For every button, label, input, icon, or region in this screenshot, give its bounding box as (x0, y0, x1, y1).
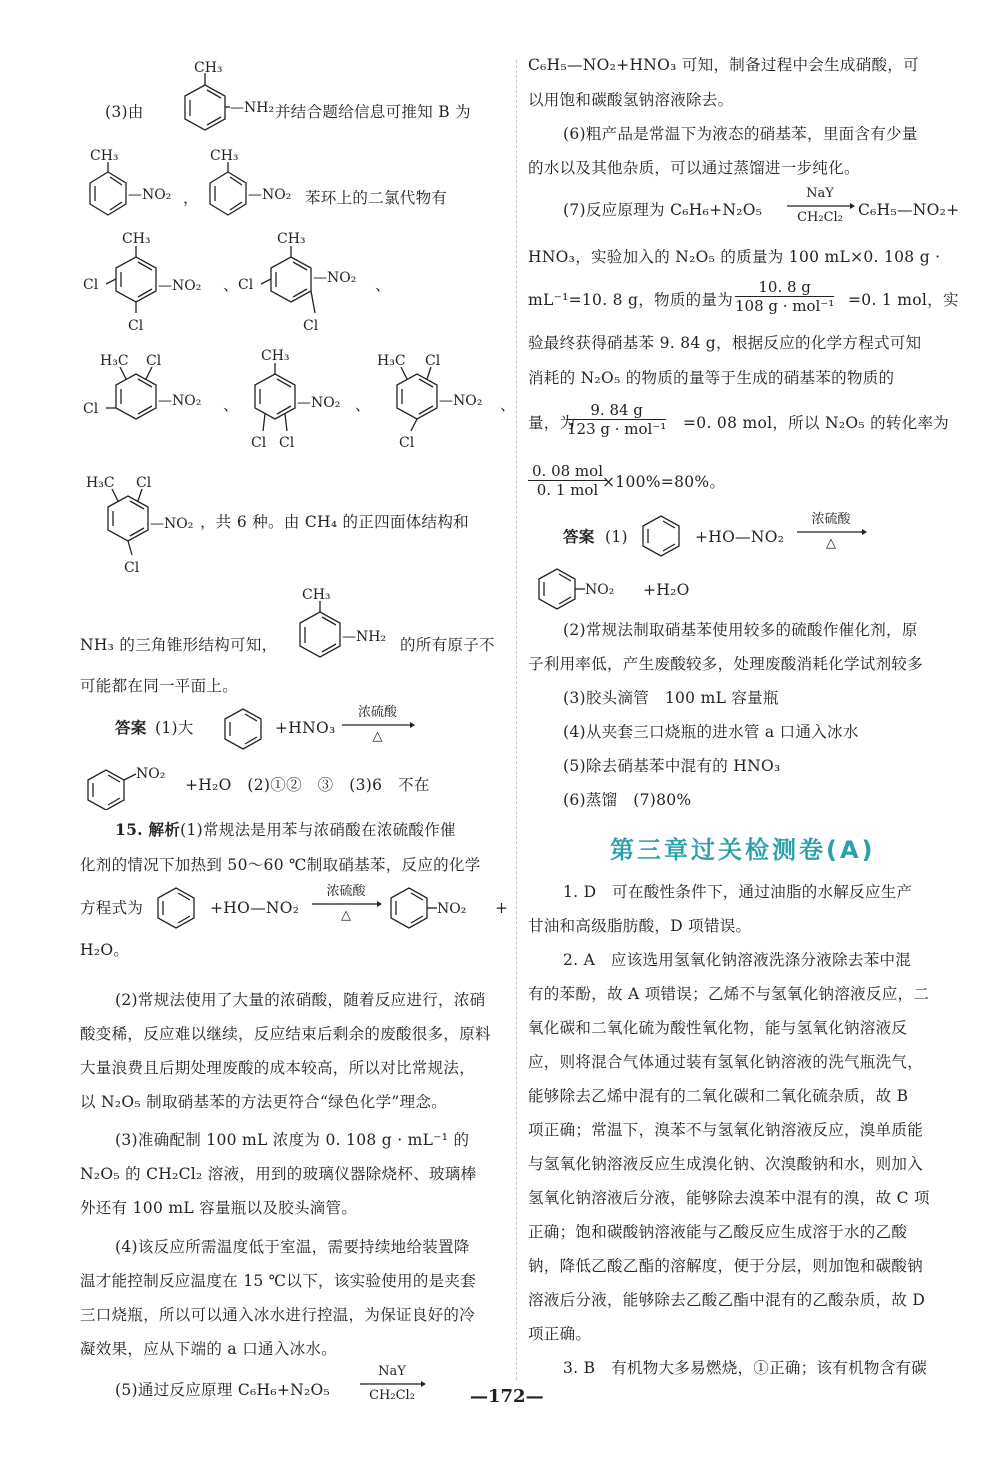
svg-text:CH₃: CH₃ (90, 148, 119, 164)
text-line: ，共 6 种。由 CH₄ 的正四面体结构和 (200, 513, 469, 531)
svg-text:NO₂: NO₂ (585, 582, 615, 598)
benzene-icon (635, 512, 690, 560)
svg-text:CH₃: CH₃ (210, 148, 239, 164)
svg-text:Cl: Cl (425, 353, 441, 369)
answer-label: 答案 (115, 718, 147, 737)
fraction: 0. 08 mol 0. 1 mol (528, 462, 607, 499)
nitrobenzene-structure (533, 563, 648, 613)
ch3-label: CH₃ (194, 60, 223, 76)
reaction-arrow: 浓硫酸 △ (795, 512, 867, 552)
svg-text:NO₂: NO₂ (437, 901, 467, 917)
reaction-arrow: NaY CH₂Cl₂ (358, 1364, 426, 1404)
text-line: 苯环上的二氯代物有 (305, 189, 448, 207)
svg-text:H₃C: H₃C (86, 475, 115, 491)
svg-text:Cl: Cl (136, 475, 152, 491)
svg-text:H₃C: H₃C (100, 353, 129, 369)
dichloro-isomer-2 (235, 228, 385, 338)
svg-text:Cl: Cl (124, 560, 140, 576)
svg-text:Cl: Cl (251, 435, 267, 451)
svg-text:—NO₂: —NO₂ (158, 393, 202, 409)
svg-text:—NO₂: —NO₂ (150, 516, 194, 532)
svg-text:Cl: Cl (399, 435, 415, 451)
svg-text:Cl: Cl (279, 435, 295, 451)
svg-text:NO₂: NO₂ (136, 766, 166, 782)
svg-text:Cl: Cl (128, 318, 144, 334)
svg-text:—NH₂: —NH₂ (342, 629, 387, 645)
dichloro-isomer-4 (235, 345, 375, 455)
question-number: 15. 解析 (115, 820, 181, 839)
svg-text:CH₃: CH₃ (261, 348, 290, 364)
text-line: 的所有原子不 (400, 636, 495, 654)
text-line: 并结合题给信息可推知 B 为 (275, 103, 471, 121)
svg-text:H₃C: H₃C (377, 353, 406, 369)
dichloro-isomer-1 (80, 228, 230, 338)
svg-text:Cl: Cl (146, 353, 162, 369)
text-line: 可能都在同一平面上。 (80, 677, 239, 695)
m-nitrotoluene-structure (200, 145, 300, 220)
svg-text:—NO₂: —NO₂ (128, 187, 172, 203)
m-toluidine-structure (290, 585, 415, 670)
svg-text:—NO₂: —NO₂ (297, 395, 341, 411)
dichloro-isomer-5 (375, 345, 515, 455)
benzene-icon (150, 884, 205, 932)
svg-text:—NO₂: —NO₂ (248, 187, 292, 203)
svg-text:Cl: Cl (238, 277, 254, 293)
dichloro-isomer-3 (80, 345, 230, 435)
svg-text:CH₃: CH₃ (122, 231, 151, 247)
svg-text:Cl: Cl (303, 318, 319, 334)
svg-text:CH₃: CH₃ (302, 587, 331, 603)
svg-text:—NO₂: —NO₂ (439, 393, 483, 409)
svg-text:—NO₂: —NO₂ (158, 278, 202, 294)
fraction: 9. 84 g 123 g · mol⁻¹ (567, 401, 667, 438)
svg-text:—NO₂: —NO₂ (313, 270, 357, 286)
benzene-icon (215, 705, 270, 753)
svg-text:Cl: Cl (83, 277, 99, 293)
reaction-arrow: NaY CH₂Cl₂ (785, 186, 855, 226)
svg-text:Cl: Cl (83, 401, 99, 417)
reaction-arrow: 浓硫酸 △ (340, 705, 415, 745)
nh2-label: —NH₂ (230, 100, 275, 116)
nitrobenzene-structure (385, 884, 495, 932)
m-toluidine-structure (150, 58, 280, 143)
page-number: —172— (470, 1386, 544, 1407)
text-line: NH₃ 的三角锥形结构可知， (80, 636, 278, 654)
column-divider (516, 60, 517, 1380)
nitrobenzene-structure (80, 760, 190, 810)
answer-label: 答案 (563, 527, 595, 546)
dichloro-isomer-6 (80, 465, 210, 580)
fraction: 10. 8 g 108 g · mol⁻¹ (735, 278, 835, 315)
reaction-arrow: 浓硫酸 △ (310, 884, 382, 924)
svg-text:CH₃: CH₃ (277, 231, 306, 247)
text-line: (3)由 (105, 103, 144, 121)
section-title: 第三章过关检测卷(A) (610, 836, 876, 864)
m-nitrotoluene-structure (80, 145, 180, 220)
